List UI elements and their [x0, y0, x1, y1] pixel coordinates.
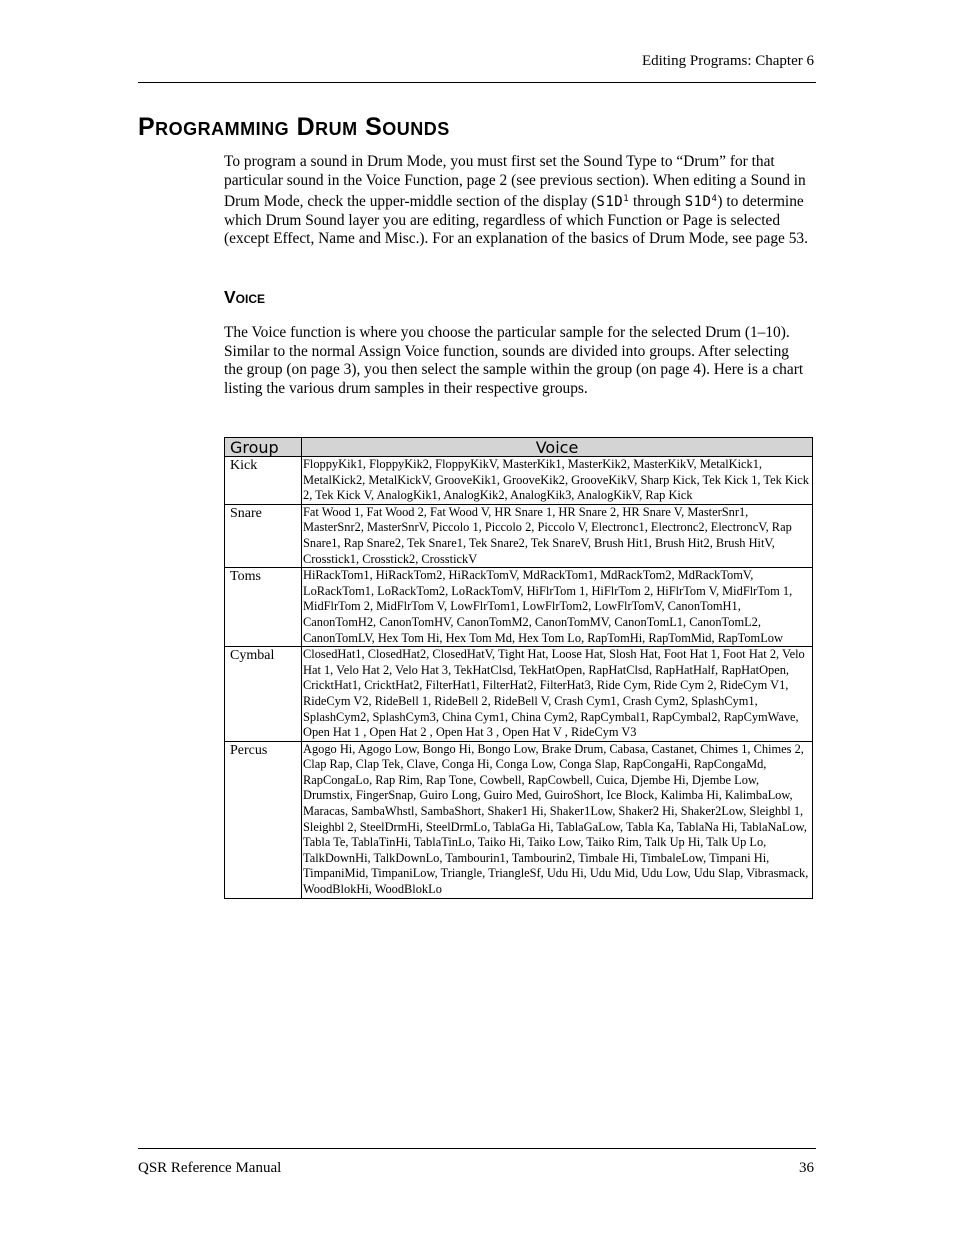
table-row-toms	[225, 568, 813, 647]
voice-subtitle: Voice	[224, 287, 266, 307]
section-title: Programming Drum Sounds	[138, 113, 450, 141]
voices-cell: HiRackTom1, HiRackTom2, HiRackTomV, MdRackTom1, MdRackTom2, MdRackTomV, LoRackTom1, LoRackTom2, LoRackTomV, HiFlrTom 1, HiFlrTom 2, HiFlrTom V, MidFlrTom 1, MidFlrTom 2, MidFlrTom V, LowFlrTom1, LowFlrTom2, LowFlrTomV, CanonTomH1, CanonTomH2, CanonTomHV, CanonTomM2, CanonTomMV, CanonTomL1, CanonTomL2, CanonTomLV, Hex Tom Hi, Hex Tom Md, Hex Tom Lo, RapTomHi, RapTomMid, RapTomLow	[302, 568, 813, 647]
intro-text-part1: To program a sound in Drum Mode, you must first set the Sound Type to “Drum” for that particular sound in the Voice Function, page 2 (see previous section). When editing a Sound in Drum Mode, check the upper-middle section of the display (	[224, 153, 806, 211]
table-row-kick	[225, 457, 813, 505]
lcd-display-last-layer: $S1D^4$	[684, 194, 718, 211]
table-header-row	[225, 438, 813, 457]
intro-text-part2: ) to determine which Drum Sound layer you are editing, regardless of which Function or Page is selected (except Effect, Name and Misc.). For an explanation of the basics of Drum Mode, see page 53.	[224, 193, 808, 248]
voice-paragraph: The Voice function is where you choose the particular sample for the selected Drum (1–10). Similar to the normal Assign Voice function, sounds are divided into groups. After selecting the group (on page 3), you then select the sample within the group (on page 4). Here is a chart listing the various drum samples in their respective groups.	[224, 324, 804, 397]
intro-paragraph	[224, 153, 808, 249]
page-number: 36	[799, 1160, 814, 1176]
lcd-display-first-layer: $S1D^1$	[596, 194, 630, 211]
group-cell: Cymbal	[225, 647, 302, 742]
group-cell: Kick	[225, 457, 302, 505]
table-row-snare	[225, 504, 813, 567]
drum-voice-table	[224, 437, 813, 899]
voice-column-header: Voice	[302, 438, 813, 457]
intro-through: through	[629, 193, 685, 211]
header-divider	[138, 82, 816, 83]
group-cell: Snare	[225, 504, 302, 567]
group-cell: Percus	[225, 741, 302, 898]
table-row-cymbal	[225, 647, 813, 742]
footer-manual-title: QSR Reference Manual	[138, 1160, 282, 1176]
voices-cell: Agogo Hi, Agogo Low, Bongo Hi, Bongo Low, Brake Drum, Cabasa, Castanet, Chimes 1, Chimes 2, Clap Rap, Clap Tek, Clave, Conga Hi, Conga Low, Conga Slap, RapCongaHi, RapCongaMd, RapCongaLo, Rap Rim, Rap Tone, Cowbell, RapCowbell, Cuica, Djembe Hi, Djembe Low, Drumstix, FingerSnap, Guiro Long, Guiro Med, GuiroShort, Ice Block, Kalimba Hi, KalimbaLow, Maracas, SambaWhstl, SambaShort, Shaker1 Hi, Shaker1Low, Shaker2 Hi, Shaker2Low, Sleighbl 1, Sleighbl 2, SteelDrmHi, SteelDrmLo, TablaGa Hi, TablaGaLow, Tabla Ka, TablaNa Hi, TablaNaLow, Tabla Te, TablaTinHi, TablaTinLo, Taiko Hi, Taiko Low, Taiko Rim, Talk Up Hi, Talk Up Lo, TalkDownHi, TalkDownLo, Tambourin1, Tambourin2, Timbale Hi, TimbaleLow, Timpani Hi, TimpaniMid, TimpaniLow, Triangle, TriangleSf, Udu Hi, Udu Mid, Udu Low, Udu Slap, Vibrasmack, WoodBlokHi, WoodBlokLo	[302, 741, 813, 898]
group-cell: Toms	[225, 568, 302, 647]
voices-cell: FloppyKik1, FloppyKik2, FloppyKikV, MasterKik1, MasterKik2, MasterKikV, MetalKick1, MetalKick2, MetalKickV, GrooveKik1, GrooveKik2, GrooveKikV, Sharp Kick, Tek Kick 1, Tek Kick 2, Tek Kick V, AnalogKik1, AnalogKik2, AnalogKik3, AnalogKikV, Rap Kick	[302, 457, 813, 505]
voices-cell: Fat Wood 1, Fat Wood 2, Fat Wood V, HR Snare 1, HR Snare 2, HR Snare V, MasterSnr1, MasterSnr2, MasterSnrV, Piccolo 1, Piccolo 2, Piccolo V, Electronc1, Electronc2, ElectroncV, Rap Snare1, Rap Snare2, Tek Snare1, Tek Snare2, Tek SnareV, Brush Hit1, Brush Hit2, Brush HitV, Crosstick1, Crosstick2, CrosstickV	[302, 504, 813, 567]
group-column-header: Group	[225, 438, 302, 457]
running-header: Editing Programs: Chapter 6	[641, 53, 814, 69]
table-row-percus	[225, 741, 813, 898]
footer-divider	[138, 1148, 816, 1149]
voices-cell: ClosedHat1, ClosedHat2, ClosedHatV, Tight Hat, Loose Hat, Slosh Hat, Foot Hat 1, Foot Hat 2, Velo Hat 1, Velo Hat 2, Velo Hat 3, TekHatClsd, TekHatOpen, RapHatClsd, RapHatHalf, RapHatOpen, CricktHat1, CricktHat2, FilterHat1, FilterHat2, FilterHat3, Ride Cym, Ride Cym 2, RideCym V1, RideCym V2, RideBell 1, RideBell 2, RideBell V, Crash Cym1, Crash Cym2, SplashCym1, SplashCym2, SplashCym3, China Cym1, China Cym2, RapCymbal1, RapCymbal2, RapCymWave, Open Hat 1 , Open Hat 2 , Open Hat 3 , Open Hat V , RideCym V3	[302, 647, 813, 742]
